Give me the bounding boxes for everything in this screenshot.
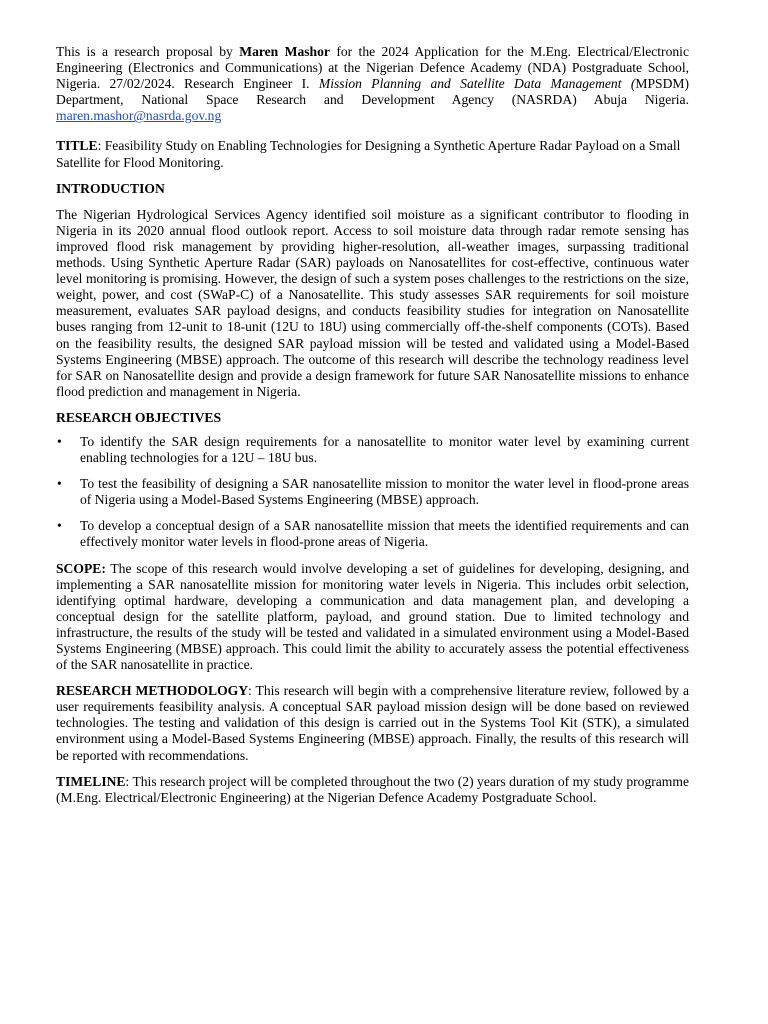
list-item	[56, 476, 689, 508]
objective-text: To test the feasibility of designing a SAR nanosatellite mission to monitor the water level in flood-prone areas of Nigeria using a Model-Based Systems Engineering (MBSE) approach.	[80, 476, 689, 508]
title-text: : Feasibility Study on Enabling Technologies for Designing a Synthetic Aperture Radar Payload on a Small Satellite for Flood Monitoring.	[56, 138, 681, 170]
title-label: TITLE	[56, 138, 98, 154]
methodology-label: RESEARCH METHODOLOGY	[56, 683, 249, 699]
bullet-icon: •	[57, 518, 62, 534]
bullet-icon: •	[57, 433, 62, 449]
author-name: Maren Mashor	[239, 44, 330, 59]
methodology-text: : This research will begin with a comprehensive literature review, followed by a user requirements feasibility analysis. A conceptual SAR payload mission design will be done based on reviewed technologies. The testing and validation of this design is carried out in the Systems Tool Kit (STK), a simulated environment using a Model-Based Systems Engineering (MBSE) approach. Finally, the results of this research will be reported with recommendations.	[56, 683, 689, 763]
document-page	[56, 44, 689, 806]
intro-text-2: for the 2024 Application for the M.Eng. Electrical/Electronic Engineering (Electronics and Communications) at the Nigerian Defence Academy (NDA) Postgraduate School, Nigeria. 27/02/2024. Research Engineer I.	[56, 44, 689, 92]
timeline-paragraph	[56, 774, 689, 806]
scope-label: SCOPE:	[56, 560, 106, 576]
objectives-heading: RESEARCH OBJECTIVES	[56, 409, 222, 425]
department-name-italic: Mission Planning and Satellite Data Management (	[318, 76, 636, 92]
objective-text: To develop a conceptual design of a SAR nanosatellite mission that meets the identified requirements and can effectively monitor water levels in flood-prone areas of Nigeria.	[80, 518, 689, 550]
author-email-link[interactable]: maren.mashor@nasrda.gov.ng	[56, 108, 222, 124]
scope-paragraph	[56, 561, 689, 674]
introduction-text: The Nigerian Hydrological Services Agency identified soil moisture as a significant contributor to flooding in Nigeria in its 2020 annual flood outlook report. Access to soil moisture data through radar remote sensing has improved flood risk management by providing higher-resolution, all-weather images, surpassing traditional methods. Using Synthetic Aperture Radar (SAR) payloads on Nanosatellites for cost-effective, continuous water level monitoring is promising. However, the design of such a system poses challenges to the restrictions on the size, weight, power, and cost (SWaP-C) of a Nanosatellite. This study assesses SAR requirements for soil moisture measurement, evaluates SAR payload designs, and conducts feasibility studies for integration on Nanosatellite buses ranging from 12-unit to 18-unit (12U to 18U) using commercially off-the-shelf components (COTs). Based on the feasibility results, the designed SAR payload mission will be tested and validated using a Model-Based Systems Engineering (MBSE) approach. The outcome of this research will describe the technology readiness level for SAR on Nanosatellite design and provide a design framework for future SAR Nanosatellite missions to enhance flood prediction and management in Nigeria.	[56, 206, 689, 399]
intro-paragraph	[56, 44, 689, 124]
timeline-text: : This research project will be completed throughout the two (2) years duration of my study programme (M.Eng. Electrical/Electronic Engineering) at the Nigerian Defence Academy Postgraduate School.	[56, 773, 689, 805]
title-paragraph	[56, 138, 689, 170]
methodology-paragraph	[56, 683, 689, 763]
intro-text-3: MPSDM) Department, National Space Research and Development Agency (NASRDA) Abuja Nigeria.	[56, 76, 689, 108]
intro-text-1: This is a research proposal by	[56, 44, 240, 59]
list-item	[56, 518, 689, 550]
introduction-heading: INTRODUCTION	[56, 180, 165, 196]
timeline-label: TIMELINE	[56, 773, 126, 789]
objectives-list	[56, 434, 689, 551]
scope-text: The scope of this research would involve developing a set of guidelines for developing, designing, and implementing a SAR nanosatellite mission for monitoring water levels in Nigeria. This includes orbit selection, identifying optimal hardware, developing a communication and data management plan, and developing a conceptual design for the satellite platform, payload, and ground station. Due to limited technology and infrastructure, the results of the study will be tested and validated in a simulated environment using a Model-Based Systems Engineering (MBSE) approach. This could limit the ability to accurately assess the potential effectiveness of the SAR nanosatellite in practice.	[56, 560, 689, 673]
list-item	[56, 434, 689, 466]
bullet-icon: •	[57, 476, 62, 492]
objective-text: To identify the SAR design requirements for a nanosatellite to monitor water level by examining current enabling technologies for a 12U – 18U bus.	[80, 433, 689, 466]
